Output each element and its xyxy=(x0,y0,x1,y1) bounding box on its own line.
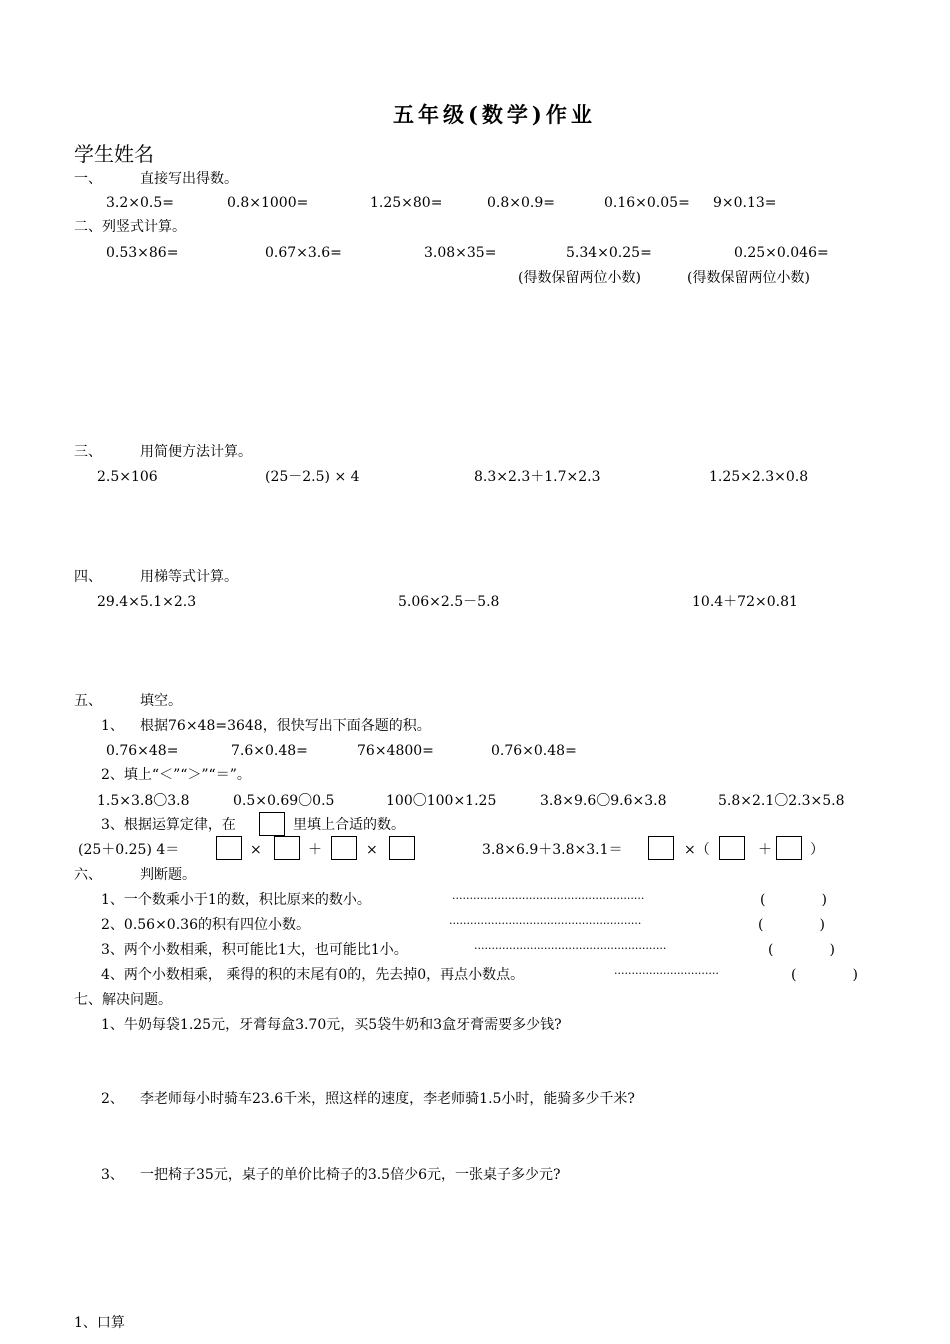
leader-dots: ······················································· xyxy=(449,917,642,930)
s7-q3-number: 3、 xyxy=(101,1167,124,1183)
s6-number: 六、 xyxy=(74,867,102,883)
s3-number: 三、 xyxy=(74,444,102,460)
s1-item: 0.8×1000= xyxy=(227,195,309,211)
s5-q1-text: 根据76×48=3648，很快写出下面各题的积。 xyxy=(140,718,431,734)
answer-box[interactable] xyxy=(719,836,745,860)
s3-item: (25－2.5) × 4 xyxy=(265,469,360,485)
answer-box[interactable] xyxy=(259,812,285,836)
answer-parentheses[interactable]: ( ) xyxy=(758,917,825,933)
s1-number: 一、 xyxy=(74,171,102,187)
answer-parentheses[interactable]: ( ) xyxy=(768,942,835,958)
plus-sign: ＋ xyxy=(758,842,772,858)
s4-item: 10.4＋72×0.81 xyxy=(692,594,798,610)
leader-dots: ······················································· xyxy=(474,942,667,955)
s5-q1-item: 0.76×48= xyxy=(106,743,179,759)
s5-q2-item: 1.5×3.8〇3.8 xyxy=(97,793,190,809)
s3-heading: 用简便方法计算。 xyxy=(140,444,252,460)
s6-heading: 判断题。 xyxy=(140,867,196,883)
judge-item: 3、两个小数相乘，积可能比1大，也可能比1小。 xyxy=(101,942,408,958)
s2-item: 3.08×35= xyxy=(424,245,497,261)
close-paren: ） xyxy=(810,842,824,858)
s5-number: 五、 xyxy=(74,693,102,709)
s1-item: 1.25×80= xyxy=(370,195,443,211)
s5-q3-left-expression: (25＋0.25) 4＝ xyxy=(78,842,180,858)
leader-dots: ······························ xyxy=(614,967,719,980)
s7-q2: 李老师每小时骑车23.6千米，照这样的速度，李老师骑1.5小时，能骑多少千米? xyxy=(140,1091,635,1107)
page-title: 五年级(数学)作业 xyxy=(393,102,596,127)
s2-item: 0.67×3.6= xyxy=(265,245,342,261)
answer-box[interactable] xyxy=(776,836,802,860)
answer-parentheses[interactable]: ( ) xyxy=(760,892,827,908)
s1-heading: 直接写出得数。 xyxy=(140,171,238,187)
s5-q3-right-expression: 3.8×6.9＋3.8×3.1＝ xyxy=(482,842,623,858)
s5-q1-item: 76×4800= xyxy=(357,743,434,759)
s5-q3-text-start: 3、根据运算定律，在 xyxy=(101,817,236,833)
judge-item: 2、0.56×0.36的积有四位小数。 xyxy=(101,917,310,933)
s4-number: 四、 xyxy=(74,569,102,585)
s7-q2-number: 2、 xyxy=(101,1091,124,1107)
s2-item: 5.34×0.25= xyxy=(566,245,652,261)
s1-item: 9×0.13= xyxy=(713,195,777,211)
s5-q2-item: 5.8×2.1〇2.3×5.8 xyxy=(718,793,845,809)
judge-item: 4、两个小数相乘， 乘得的积的末尾有0的，先去掉0，再点小数点。 xyxy=(101,967,525,983)
s7-q3: 一把椅子35元，桌子的单价比椅子的3.5倍少6元，一张桌子多少元? xyxy=(140,1167,561,1183)
s5-heading: 填空。 xyxy=(140,693,182,709)
answer-parentheses[interactable]: ( ) xyxy=(791,967,858,983)
answer-box[interactable] xyxy=(331,836,357,860)
s5-q2-text: 2、填上“＜”“＞”“＝”。 xyxy=(101,767,251,783)
s1-item: 3.2×0.5= xyxy=(106,195,174,211)
s2-heading: 二、列竖式计算。 xyxy=(74,219,186,235)
s5-q3-text-end: 里填上合适的数。 xyxy=(293,817,405,833)
s7-q1: 1、牛奶每袋1.25元，牙膏每盒3.70元，买5袋牛奶和3盒牙膏需要多少钱? xyxy=(101,1017,562,1033)
leader-dots: ······················································· xyxy=(452,892,645,905)
s1-item: 0.8×0.9= xyxy=(487,195,555,211)
times-sign: × xyxy=(366,842,378,858)
s5-q1-item: 7.6×0.48= xyxy=(231,743,308,759)
answer-box[interactable] xyxy=(216,836,242,860)
s4-heading: 用梯等式计算。 xyxy=(140,569,238,585)
s3-item: 2.5×106 xyxy=(97,469,158,485)
s1-item: 0.16×0.05= xyxy=(604,195,690,211)
footer-heading: 1、口算 xyxy=(74,1315,125,1331)
student-name-label: 学生姓名 xyxy=(74,142,154,166)
s7-heading: 七、解决问题。 xyxy=(74,992,172,1008)
s5-q2-item: 100〇100×1.25 xyxy=(386,793,497,809)
judge-item: 1、一个数乘小于1的数，积比原来的数小。 xyxy=(101,892,371,908)
times-open-paren: ×（ xyxy=(684,842,710,858)
times-sign: × xyxy=(250,842,262,858)
s2-note: (得数保留两位小数) xyxy=(518,270,641,286)
s2-item: 0.25×0.046= xyxy=(734,245,829,261)
plus-sign: ＋ xyxy=(308,842,322,858)
s5-q1-item: 0.76×0.48= xyxy=(491,743,577,759)
s2-note: (得数保留两位小数) xyxy=(687,270,810,286)
s5-q2-item: 0.5×0.69〇0.5 xyxy=(233,793,335,809)
s3-item: 8.3×2.3＋1.7×2.3 xyxy=(474,469,601,485)
answer-box[interactable] xyxy=(648,836,674,860)
answer-box[interactable] xyxy=(389,836,415,860)
s5-q2-item: 3.8×9.6〇9.6×3.8 xyxy=(540,793,667,809)
s4-item: 29.4×5.1×2.3 xyxy=(97,594,197,610)
answer-box[interactable] xyxy=(274,836,300,860)
s5-q1-number: 1、 xyxy=(101,718,124,734)
s4-item: 5.06×2.5－5.8 xyxy=(398,594,500,610)
s3-item: 1.25×2.3×0.8 xyxy=(709,469,809,485)
s2-item: 0.53×86= xyxy=(106,245,179,261)
